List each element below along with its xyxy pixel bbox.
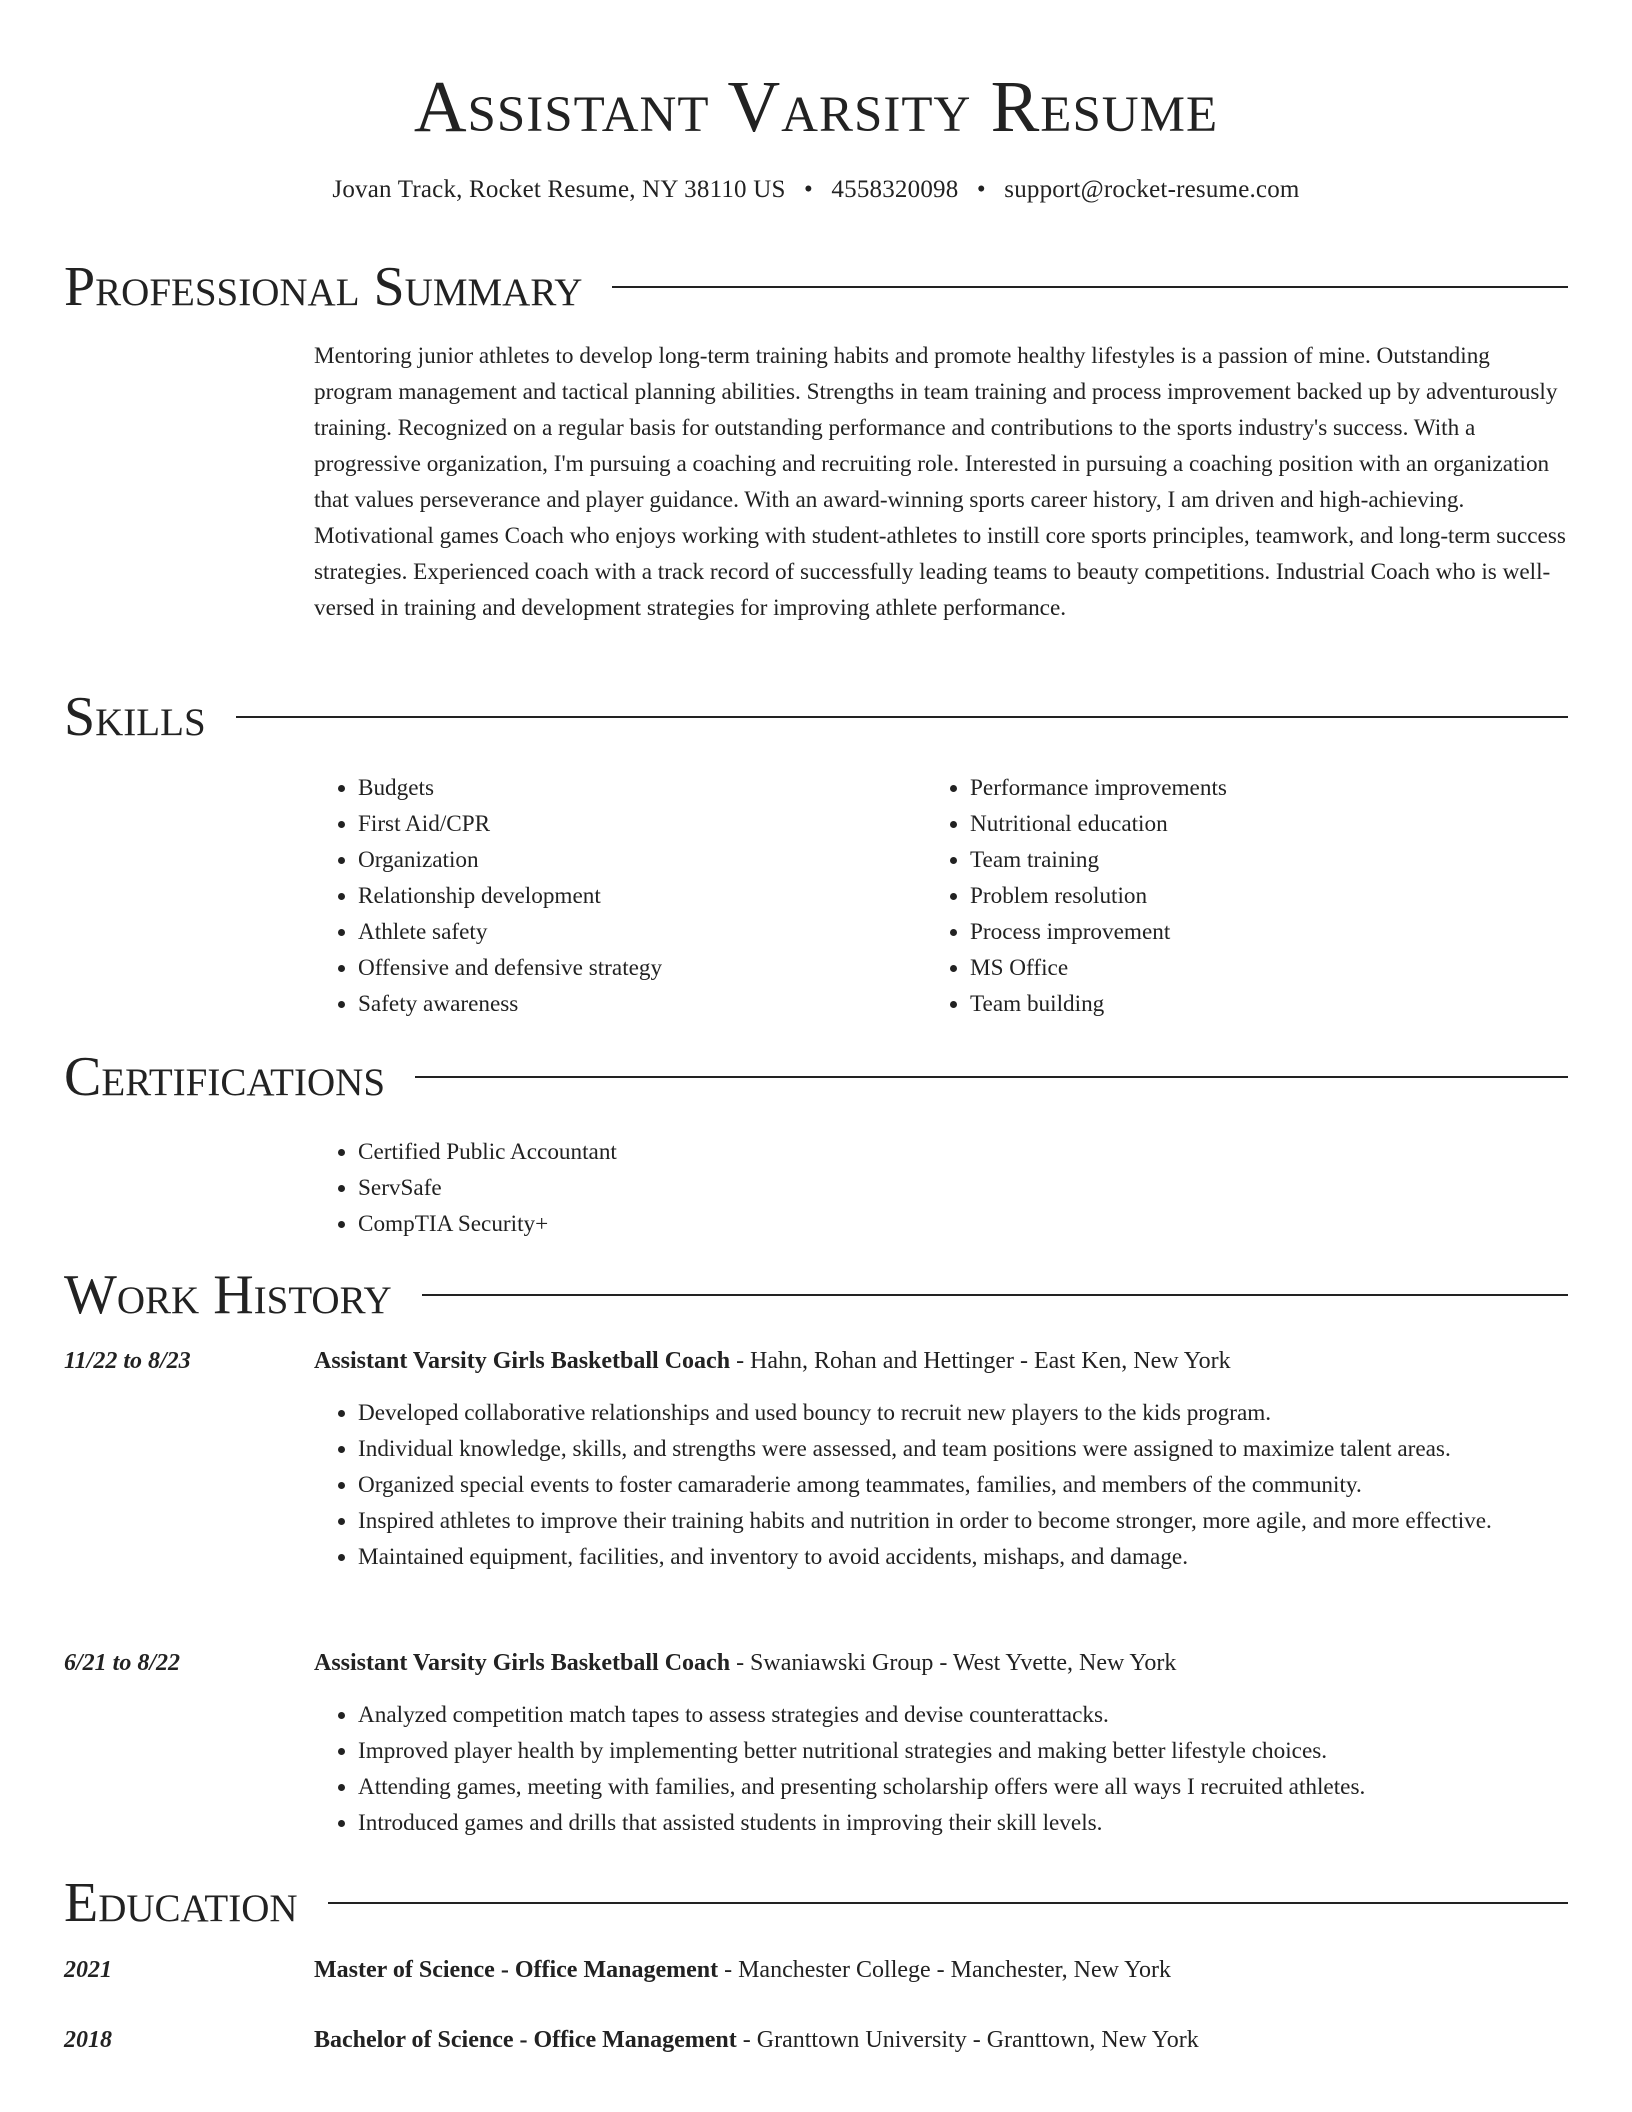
skills-list bbox=[314, 770, 662, 1022]
list-item: • Process improvement bbox=[970, 914, 1227, 950]
job-heading bbox=[314, 1645, 1176, 1681]
education-degree: Master of Science - Office Management bbox=[314, 1957, 719, 1983]
list-item: • MS Office bbox=[970, 950, 1227, 986]
job-bullet-list bbox=[314, 1395, 1574, 1575]
section-title: Work History bbox=[64, 1264, 392, 1326]
education-degree: Bachelor of Science - Office Management bbox=[314, 2027, 737, 2053]
certifications-section-header bbox=[64, 1042, 1568, 1112]
section-title: Certifications bbox=[64, 1046, 386, 1108]
summary-section-header bbox=[64, 252, 1568, 322]
contact-email: support@rocket-resume.com bbox=[1004, 176, 1300, 203]
list-item: • Team training bbox=[970, 842, 1227, 878]
section-divider bbox=[415, 1076, 1568, 1078]
list-item: • Organization bbox=[358, 842, 662, 878]
skills-left-column bbox=[314, 770, 662, 1022]
list-item: • Relationship development bbox=[358, 878, 662, 914]
job-dates: 11/22 to 8/23 bbox=[64, 1348, 191, 1374]
education-school: - Manchester College - Manchester, New York bbox=[718, 1957, 1171, 1983]
list-item: • Team building bbox=[970, 986, 1227, 1022]
list-item: • Maintained equipment, facilities, and inventory to avoid accidents, mishaps, and damage. bbox=[358, 1539, 1574, 1575]
skills-right-column bbox=[926, 770, 1227, 1022]
work-section-header bbox=[64, 1260, 1568, 1330]
list-item: • Offensive and defensive strategy bbox=[358, 950, 662, 986]
skills-section-header bbox=[64, 682, 1568, 752]
list-item: • Individual knowledge, skills, and strengths were assessed, and team positions were assigned to maximize talent areas. bbox=[358, 1431, 1574, 1467]
section-divider bbox=[422, 1294, 1568, 1296]
summary-text: Mentoring junior athletes to develop long-term training habits and promote healthy lifestyles is a passion of mine. Outstanding program management and tactical planning abilities. Strengths in team training and process improvement backed up by adventurously training. Recognized on a regular basis for outstanding performance and contributions to the sports industry's success. With a progressive organization, I'm pursuing a coaching and recruiting role. Interested in pursuing a coaching position with an organization that values perseverance and player guidance. With an award-winning sports career history, I am driven and high-achieving. Motivational games Coach who enjoys working with student-athletes to instill core sports principles, teamwork, and long-term success strategies. Experienced coach with a track record of successfully leading teams to beauty competitions. Industrial Coach who is well-versed in training and development strategies for improving athlete performance. bbox=[314, 343, 1566, 621]
list-item: • Introduced games and drills that assisted students in improving their skill levels. bbox=[358, 1805, 1574, 1841]
section-title: Professional Summary bbox=[64, 256, 583, 318]
section-title: Education bbox=[64, 1872, 298, 1934]
job-bullet-list bbox=[314, 1697, 1574, 1841]
list-item: • Organized special events to foster camaraderie among teammates, families, and members of the community. bbox=[358, 1467, 1574, 1503]
list-item: • Analyzed competition match tapes to assess strategies and devise counterattacks. bbox=[358, 1697, 1574, 1733]
job-title: Assistant Varsity Girls Basketball Coach bbox=[314, 1650, 731, 1676]
list-item: • Problem resolution bbox=[970, 878, 1227, 914]
resume-title: Assistant Varsity Resume bbox=[413, 66, 1219, 147]
contact-separator: • bbox=[976, 176, 986, 203]
list-item: • Certified Public Accountant bbox=[358, 1134, 617, 1170]
job-bullets bbox=[314, 1697, 1574, 1841]
job-bullets bbox=[314, 1395, 1574, 1575]
section-divider bbox=[236, 716, 1568, 718]
section-title: Skills bbox=[64, 686, 206, 748]
job-heading bbox=[314, 1343, 1231, 1379]
education-school: - Granttown University - Granttown, New York bbox=[736, 2027, 1199, 2053]
job-employer: - Swaniawski Group - West Yvette, New York bbox=[730, 1650, 1177, 1676]
list-item: • Safety awareness bbox=[358, 986, 662, 1022]
list-item: • Attending games, meeting with families, and presenting scholarship offers were all ways I recruited athletes. bbox=[358, 1769, 1574, 1805]
list-item: • First Aid/CPR bbox=[358, 806, 662, 842]
list-item: • CompTIA Security+ bbox=[358, 1206, 617, 1242]
contact-line bbox=[0, 175, 1632, 205]
certifications-block bbox=[314, 1134, 617, 1242]
education-year: 2018 bbox=[64, 2027, 112, 2053]
list-item: • Performance improvements bbox=[970, 770, 1227, 806]
list-item: • Nutritional education bbox=[970, 806, 1227, 842]
list-item: • Improved player health by implementing better nutritional strategies and making better lifestyle choices. bbox=[358, 1733, 1574, 1769]
list-item: • Developed collaborative relationships and used bouncy to recruit new players to the kids program. bbox=[358, 1395, 1574, 1431]
education-heading bbox=[314, 1952, 1171, 1988]
list-item: • Athlete safety bbox=[358, 914, 662, 950]
section-divider bbox=[328, 1902, 1568, 1904]
contact-separator: • bbox=[804, 176, 813, 203]
list-item: • Budgets bbox=[358, 770, 662, 806]
list-item: • Inspired athletes to improve their training habits and nutrition in order to become stronger, more agile, and more effective. bbox=[358, 1503, 1574, 1539]
section-divider bbox=[612, 286, 1568, 288]
job-dates: 6/21 to 8/22 bbox=[64, 1650, 181, 1676]
contact-phone: 4558320098 bbox=[831, 176, 959, 203]
skills-list bbox=[926, 770, 1227, 1022]
job-employer: - Hahn, Rohan and Hettinger - East Ken, New York bbox=[730, 1348, 1231, 1374]
education-section-header bbox=[64, 1868, 1568, 1938]
contact-address: Jovan Track, Rocket Resume, NY 38110 US bbox=[332, 176, 786, 203]
job-title: Assistant Varsity Girls Basketball Coach bbox=[314, 1348, 731, 1374]
education-year: 2021 bbox=[64, 1957, 112, 1983]
education-heading bbox=[314, 2022, 1199, 2058]
list-item: • ServSafe bbox=[358, 1170, 617, 1206]
certifications-list bbox=[314, 1134, 617, 1242]
